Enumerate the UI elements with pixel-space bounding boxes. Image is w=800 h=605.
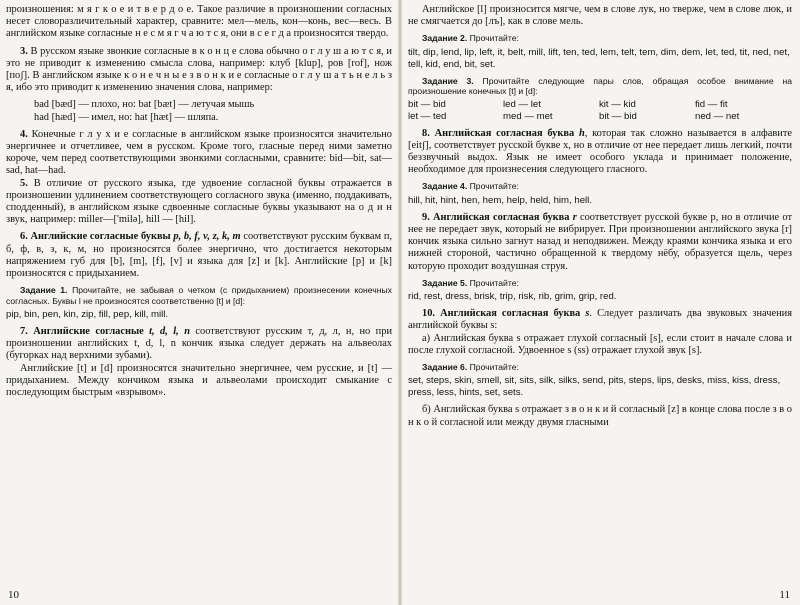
section-number: 7. bbox=[20, 326, 28, 338]
right-page bbox=[400, 0, 800, 605]
word-pair: bit — bid bbox=[408, 98, 446, 110]
task-6: Задание 6. Прочитайте: bbox=[422, 362, 519, 373]
left-column bbox=[6, 4, 392, 399]
examples-block bbox=[6, 99, 392, 123]
task-4: Задание 4. Прочитайте: bbox=[422, 181, 519, 192]
paragraph-t-d: Английские [t] и [d] произносятся значительно энергичнее, чем русские, и [t] — придыханием. Между кончиком языка и альвеолами происходит смыкание с последующим быстрым «взрывом». bbox=[6, 362, 392, 399]
paragraph-section-10b: б) Английская буква s отражает з в о н к и й согласный [z] в конце слова после з в о н к о й согласной или между двумя гласными bbox=[408, 404, 792, 428]
paragraph-soft-hard: произношения: м я г к о е и т в е р д о е. Такое различие в произношении согласных несет словоразличительный характер, сравните: мел—мель, кон—конь, вес—весь. В английском языке согласные н е с м я г ч а ю т с я, они в с е г д а произносятся твердо. bbox=[6, 4, 392, 40]
section-heading: Английская согласная буква bbox=[435, 308, 586, 320]
task-label: Задание 5. bbox=[422, 277, 468, 288]
paragraph-section-8: 8. Английская согласная буква h, которая так сложно называется в алфавите [eitʃ], соответствует русской букве х, но в отличие от нее передает лишь легкий, почти беззвучный выдох. Язык не имеет особого уклада и принимает положение, необходимое для произнесения следующего гласного. bbox=[408, 127, 793, 176]
word-pair: ned — net bbox=[695, 110, 740, 122]
section-heading: Английская согласная буква bbox=[429, 211, 573, 223]
task-label: Задание 6. bbox=[422, 362, 468, 373]
section-number: 5. bbox=[20, 177, 28, 189]
drill-4: hill, hit, hint, hen, hem, help, held, him, hell. bbox=[408, 194, 592, 206]
section-number: 3. bbox=[20, 45, 28, 57]
letters: p, b, f, v, z, k, m bbox=[173, 231, 241, 243]
paragraph-section-10a: а) Английская буква s отражает глухой согласный [s], если стоит в начале слова и после глухой согласной. Удвоенное s (ss) отражает глухой звук [s]. bbox=[408, 332, 792, 356]
task-3: Задание 3. Прочитайте следующие пары слов, обращая особое внимание на произношение конечных [t] и [d]: bbox=[408, 75, 792, 97]
paragraph-section-10: 10. Английская согласная буква s. Следует различать два звуковых значения английской буквы s: bbox=[408, 308, 792, 332]
drill-2: tilt, dip, lend, lip, left, it, belt, mill, lift, ten, ted, lem, telt, tem, dim, dem, let, ted, tit, ned, net, tell, kid, end, bit, set. bbox=[408, 46, 790, 70]
task-label: Задание 2. bbox=[422, 33, 468, 44]
letters: t, d, l, n bbox=[149, 326, 190, 338]
letters: h bbox=[578, 127, 585, 139]
task-label: Задание 1. bbox=[20, 285, 68, 296]
paragraph-english-l: Английское [l] произносится мягче, чем в слове лук, но тверже, чем в слове люк, и не смягчается до [лъ], как в слове мель. bbox=[408, 4, 792, 28]
word-pair: kit — kid bbox=[599, 98, 636, 110]
page-number: 10 bbox=[8, 588, 19, 601]
paragraph-section-3: 3. В русском языке звонкие согласные в к о н ц е слова обычно о г л у ш а ю т с я, и это не приводит к изменению смысла слова, например: клуб [klup], ров [rof], нож [поʃ]. В английском языке к о н е ч н ы е з в о н к и е согласные о г л у ш а т ь н е л ь з я, ибо это приводит к изменению значения слова, например: bbox=[6, 45, 392, 94]
word-pair: let — ted bbox=[408, 110, 447, 122]
section-number: 10. bbox=[422, 308, 435, 320]
word-pair: led — let bbox=[503, 98, 541, 110]
drill-5: rid, rest, dress, brisk, trip, risk, rib, grim, grip, red. bbox=[408, 291, 617, 303]
example-line: bad [bæd] — плохо, но: bat [bæt] — летучая мышь bbox=[34, 99, 255, 111]
task-label: Задание 3. bbox=[422, 75, 474, 86]
example-line: had [hæd] — имел, но: hat [hæt] — шляпа. bbox=[34, 111, 219, 123]
drill-1: pip, bin, pen, kin, zip, fill, pep, kill, mill. bbox=[6, 309, 169, 321]
task-label: Задание 4. bbox=[422, 181, 468, 192]
section-number: 9. bbox=[422, 211, 430, 223]
word-pair: fid — fit bbox=[695, 98, 728, 110]
letters: s bbox=[585, 308, 590, 320]
task-5: Задание 5. Прочитайте: bbox=[422, 277, 519, 288]
section-heading: Английские согласные буквы bbox=[27, 231, 174, 243]
word-pairs bbox=[408, 99, 792, 123]
paragraph-section-4: 4. Конечные г л у х и е согласные в английском языке произносятся значительно энергичнее и отчетливее, чем в русском. Кроме того, гласные перед ними заметно короче, чем перед соответствующими звонкими согласными, сравните: bid—bit, sat—sad, hat—had. bbox=[6, 128, 392, 177]
drill-6: set, steps, skin, smell, sit, sits, silk, silks, send, pits, steps, lips, desks, miss, kiss, dress, press, less, hints, set, sets. bbox=[408, 375, 781, 399]
section-heading: Английские согласные bbox=[27, 326, 150, 338]
task-1: Задание 1. Прочитайте, не забывая о четком (с придыханием) произнесении конечных согласных. Буквы l не произносятся соответственно [t] и [d]: bbox=[6, 285, 392, 306]
word-pair: med — met bbox=[503, 110, 553, 122]
task-2: Задание 2. Прочитайте: bbox=[422, 33, 519, 44]
right-column bbox=[408, 4, 792, 429]
paragraph-section-9: 9. Английская согласная буква r соответствует русской букве р, но в отличие от нее не передает звук, который не вибрирует. При произношении английского звука [r] кончик языка сильно загнут назад и неподвижен. Между краями кончика языка и его нижней стороной, частично обращенной к твердому нёбу, образуется щель, через которую проходит воздушная струя. bbox=[408, 211, 792, 272]
section-heading: Английская согласная буква bbox=[429, 127, 579, 139]
section-number: 4. bbox=[20, 128, 28, 140]
section-number: 6. bbox=[20, 231, 28, 243]
letters: r bbox=[572, 211, 577, 223]
paragraph-section-6: 6. Английские согласные буквы p, b, f, v, z, k, m соответствуют русским буквам п, б, ф, в, з, к, м, но произносятся более энергично, что достигается некоторым напряжением губ для [b], [m], [f], [v] и языка для [z] и [k]. Английские [p] и [k] произносятся с придыханием. bbox=[6, 231, 392, 280]
paragraph-section-5: 5. В отличие от русского языка, где удвоение согласной буквы отражается в произношении удлинением соответствующего согласного звука (именно, поддакивать, сподденный), в английском языке сдвоенные согласные буквы указывают на о д и н звук, например: miller—['milə], hill — [hil]. bbox=[6, 177, 392, 226]
section-number: 8. bbox=[422, 127, 430, 139]
word-pair: bit — bid bbox=[599, 110, 637, 122]
page-number: 11 bbox=[779, 588, 790, 601]
paragraph-section-7: 7. Английские согласные t, d, l, n соответствуют русским т, д, л, н, но при произношении английских t, d, l, n кончик языка следует держать на альвеолах (бугорках над верхними зубами). bbox=[6, 326, 392, 362]
